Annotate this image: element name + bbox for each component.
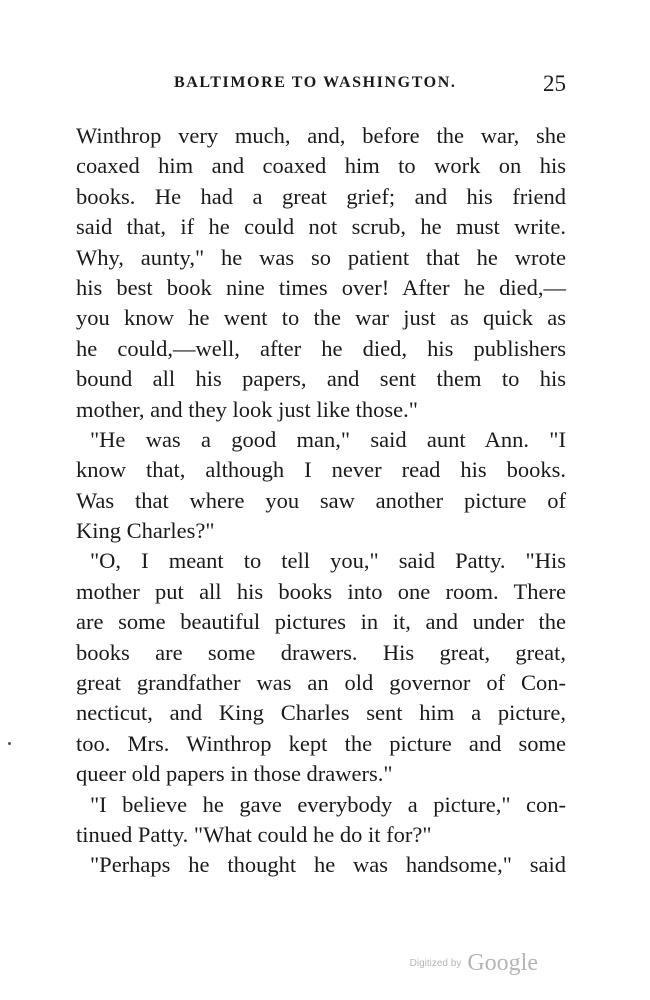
text-line: great grandfather was an old governor of Con- [76,670,566,696]
scan-speck [8,742,11,745]
google-logo: Google [467,950,538,976]
text-line: Was that where you saw another picture of [76,487,566,513]
text-line: you know he went to the war just as quick as [76,305,566,331]
text-line: mother, and they look just like those." [76,396,418,422]
digitized-watermark [410,950,538,977]
text-line: books. He had a great grief; and his friend [76,183,566,209]
text-line: Winthrop very much, and, before the war, she [76,123,566,148]
text-line: too. Mrs. Winthrop kept the picture and some [76,730,566,756]
watermark-caption: Digitized by [409,958,462,969]
text-line: said that, if he could not scrub, he must write. [76,214,566,240]
text-line: his best book nine times over! After he died,— [76,274,566,300]
text-line: queer old papers in those drawers." [76,761,393,787]
text-line: know that, although I never read his books. [76,457,566,483]
text-line: Why, aunty," he was so patient that he wrote [76,244,566,270]
text-line: tinued Patty. "What could he do it for?" [76,821,432,847]
text-line: "O, I meant to tell you," said Patty. "His [90,548,566,574]
text-line: King Charles?" [76,518,215,544]
text-line: necticut, and King Charles sent him a picture, [76,700,566,726]
running-head-title: BALTIMORE TO WASHINGTON. [174,74,457,91]
body-text [76,121,566,881]
page-number: 25 [543,71,566,96]
text-line: mother put all his books into one room. There [76,578,566,604]
running-head [76,71,566,104]
text-line: coaxed him and coaxed him to work on his [76,153,566,179]
text-line: "He was a good man," said aunt Ann. "I [90,426,566,452]
text-line: books are some drawers. His great, great, [76,639,566,665]
text-line: are some beautiful pictures in it, and under the [76,609,566,635]
text-line: "Perhaps he thought he was handsome," said [90,852,566,878]
text-line: he could,—well, after he died, his publishers [76,335,566,361]
text-line: "I believe he gave everybody a picture," con- [90,791,566,817]
text-line: bound all his papers, and sent them to his [76,366,566,392]
